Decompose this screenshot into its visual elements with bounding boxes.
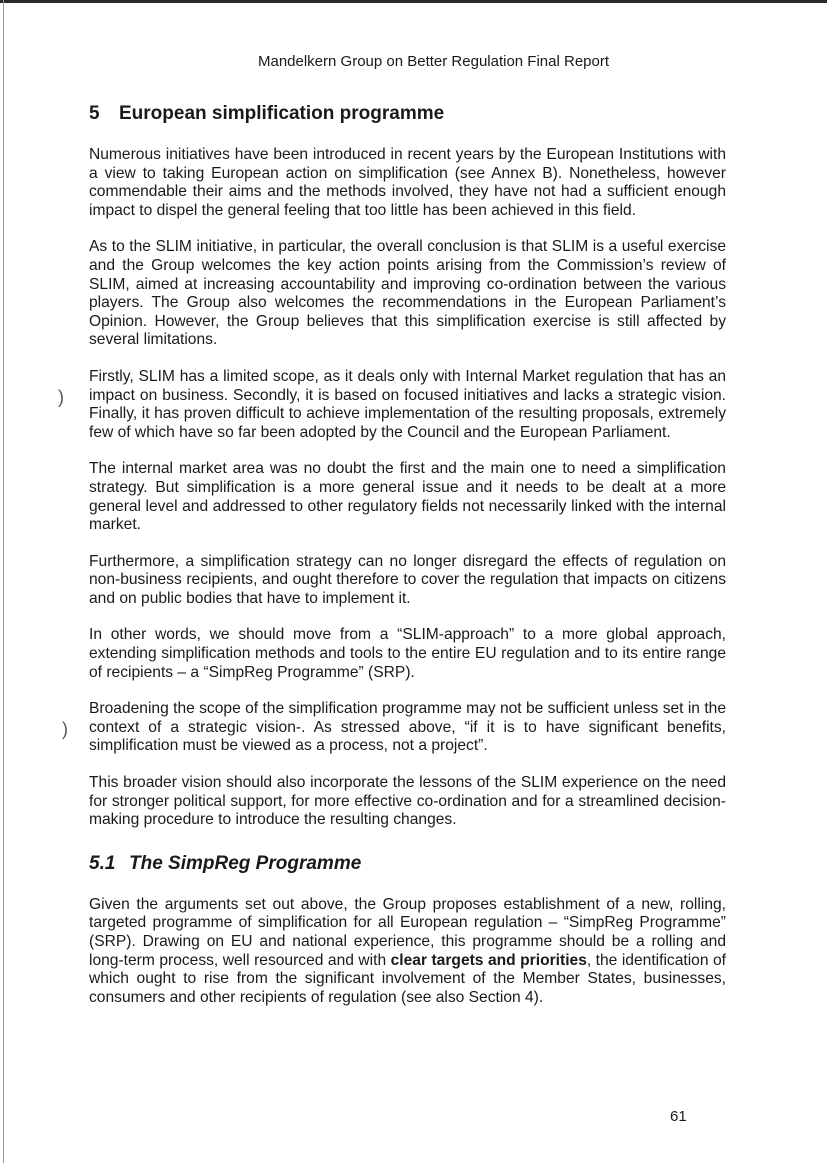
paragraph: Numerous initiatives have been introduced in recent years by the European Institutions with a view to taking European action on simplification (see Annex B). Nonetheless, however commendable their aims and the methods involved, they have not had a sufficient enough impact to dispel the general feeling that too little has been achieved in this field. xyxy=(89,146,726,219)
paragraph xyxy=(89,896,726,1008)
section-title: European simplification programme xyxy=(119,103,445,124)
emphasis-text: clear targets and priorities xyxy=(390,951,587,969)
paragraph: Broadening the scope of the simplification programme may not be sufficient unless set in the context of a strategic vision-. As stressed above, “if it is to have significant benefits, simplification must be viewed as a process, not a project”. xyxy=(89,700,726,755)
paragraph: This broader vision should also incorporate the lessons of the SLIM experience on the need for stronger political support, for more effective co-ordination and for a streamlined decision-making procedure to introduce the resulting changes. xyxy=(89,774,726,829)
subsection-heading xyxy=(89,852,726,876)
paragraph: As to the SLIM initiative, in particular, the overall conclusion is that SLIM is a useful exercise and the Group welcomes the key action points arising from the Commission’s review of SLIM, aimed at increasing accountability and improving co-ordination between the various players. The Group also welcomes the recommendations in the European Parliament’s Opinion. However, the Group believes that this simplification exercise is still affected by several limitations. xyxy=(89,238,726,349)
margin-bracket-mark: ) xyxy=(58,387,64,407)
running-header: Mandelkern Group on Better Regulation Final Report xyxy=(257,53,610,70)
paragraph: Firstly, SLIM has a limited scope, as it deals only with Internal Market regulation that has an impact on business. Secondly, it is based on focused initiatives and lacks a strategic vision. Finally, it has proven difficult to achieve implementation of the resulting proposals, extremely few of which have so far been adopted by the Council and the European Parliament. xyxy=(89,367,726,441)
paragraph-text: , the identification of which ought to rise from the significant involvement of the Member States, businesses, consumers and other recipients of regulation (see also Section 4). xyxy=(89,951,726,1006)
paragraph: The internal market area was no doubt the first and the main one to need a simplification strategy. But simplification is a more general issue and it needs to be dealt at a more general level and addressed to other regulatory fields not necessarily linked with the internal market. xyxy=(89,460,726,534)
section-heading xyxy=(89,102,726,126)
main-content xyxy=(89,102,726,1025)
paragraph: In other words, we should move from a “SLIM-approach” to a more global approach, extending simplification methods and tools to the entire EU regulation and to its entire range of recipients – a “SimpReg Programme” (SRP). xyxy=(89,626,726,681)
section-number: 5 xyxy=(89,103,100,124)
subsection-title: The SimpReg Programme xyxy=(129,852,362,874)
left-border-line xyxy=(3,0,4,1163)
paragraph-text: Given the arguments set out above, the Group proposes establishment of a new, rolling, targeted programme of simplification for all European regulation – “SimpReg Programme” (SRP). Drawing on EU and national experience, this programme should be a rolling and long-term process, well resourced and with xyxy=(89,895,726,969)
margin-bracket-mark: ) xyxy=(62,719,68,739)
paragraph: Furthermore, a simplification strategy can no longer disregard the effects of regulation on non-business recipients, and ought therefore to cover the regulation that impacts on citizens and on public bodies that have to implement it. xyxy=(89,552,726,607)
subsection-number: 5.1 xyxy=(89,852,116,874)
page-number: 61 xyxy=(670,1108,687,1125)
top-border-line xyxy=(0,0,827,3)
